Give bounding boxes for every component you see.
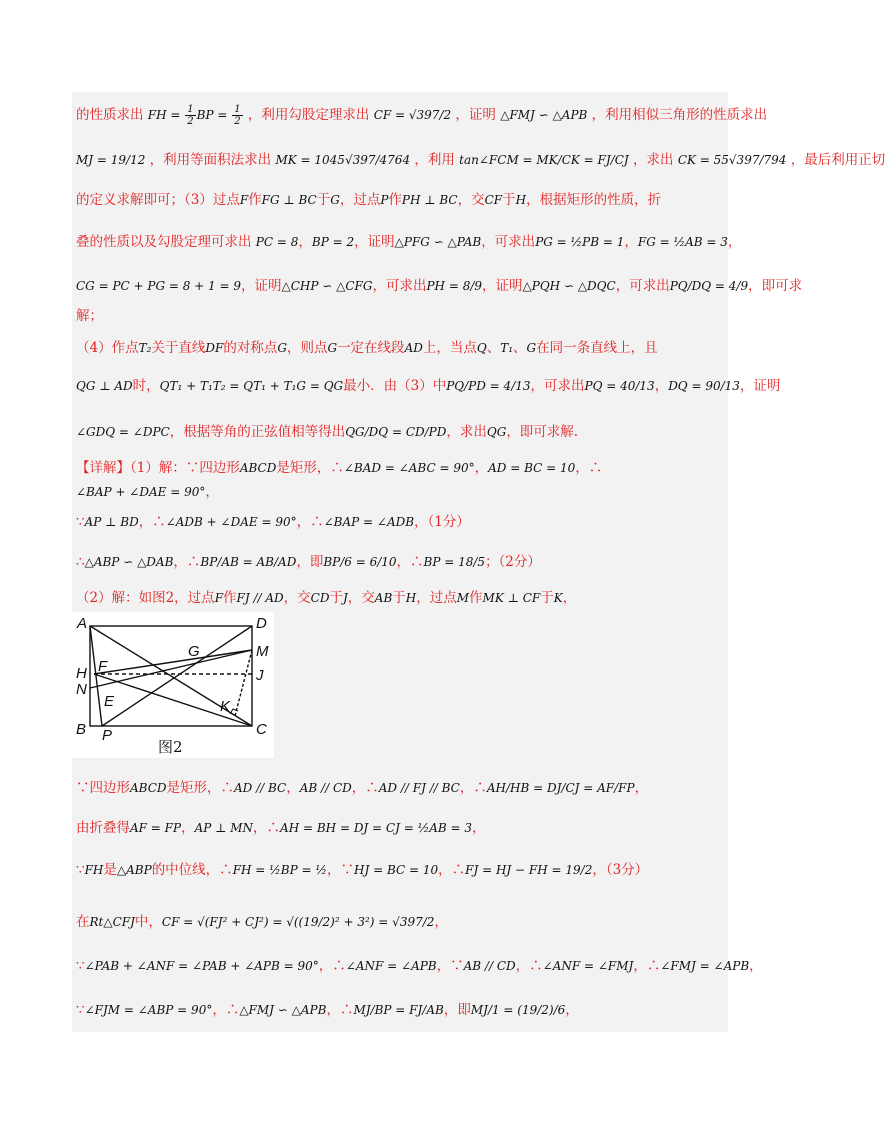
solution-line-3: 的定义求解即可；（3）过点F作FG ⊥ BC于G，过点P作PH ⊥ BC，交CF于H，根据矩形的性质，折 (76, 192, 662, 208)
segment-fm (94, 650, 252, 674)
text: ，利用相似三角形的性质求出 (591, 107, 768, 123)
label-k: K (220, 698, 231, 715)
text: ，利用勾股定理求出 (247, 107, 370, 123)
label-c: C (256, 721, 267, 738)
label-b: B (76, 721, 87, 738)
solution-line-2 (76, 150, 885, 170)
text: ，利用等面积法求出 (149, 152, 272, 168)
solution-line-17: ∵FH是△ABP的中位线，∴FH = ½BP = ½，∵HJ = BC = 10，∴FJ = HJ − FH = 19/2，（3分） (76, 862, 649, 878)
solution-line-18: 在Rt△CFJ中，CF = √(FJ² + CJ²) = √((19/2)² + 3²) = √397/2， (76, 914, 448, 930)
math: CF = √397/2 (373, 108, 452, 122)
solution-line-15: ∵四边形ABCD是矩形，∴AD // BC，AB // CD，∴AD // FJ // BC，∴AH/HB = DJ/CJ = AF/FP， (76, 780, 649, 796)
label-d: D (256, 615, 267, 632)
solution-line-16: 由折叠得AF = FP，AP ⊥ MN，∴AH = BH = DJ = CJ = ½AB = 3， (76, 820, 486, 836)
label-m: M (256, 643, 269, 660)
math: △FMJ ∽ △APB (500, 108, 588, 122)
figure-caption: 图2 (158, 738, 183, 756)
solution-line-6: 解； (76, 308, 103, 324)
solution-line-7: （4）作点T₂关于直线DF的对称点G，则点G一定在线段AD上，当点Q、T₁、G在同一条直线上，且 (76, 340, 658, 356)
segment-nm (90, 650, 252, 688)
label-a: A (77, 615, 88, 632)
solution-line-8: QG ⊥ AD时，QT₁ + T₁T₂ = QT₁ + T₁G = QG最小．由（3）中PQ/PD = 4/13，可求出PQ = 40/13，DQ = 90/13，证明 (76, 378, 781, 394)
text: ，最后利用正切 (790, 152, 885, 168)
solution-line-19: ∵∠PAB + ∠ANF = ∠PAB + ∠APB = 90°，∴∠ANF = ∠APB，∵AB // CD，∴∠ANF = ∠FMJ，∴∠FMJ = ∠APB， (76, 958, 763, 974)
math: tan∠FCM = MK/CK = FJ/CJ (459, 153, 629, 167)
label-p: P (102, 727, 113, 744)
text: 的性质求出 (76, 107, 144, 123)
label-n: N (76, 681, 87, 698)
text: ，利用 (414, 152, 455, 168)
solution-line-10: 【详解】（1）解：∵四边形ABCD是矩形，∴∠BAD = ∠ABC = 90°，AD = BC = 10，∴ (76, 460, 603, 476)
solution-line-9: ∠GDQ = ∠DPC，根据等角的正弦值相等得出QG/DQ = CD/PD，求出QG，即可求解. (76, 424, 579, 440)
label-f: F (98, 658, 108, 675)
solution-line-11: ∠BAP + ∠DAE = 90°， (76, 484, 219, 500)
label-h: H (76, 665, 87, 682)
solution-line-1 (76, 104, 767, 127)
label-g: G (188, 643, 200, 660)
solution-line-20: ∵∠FJM = ∠ABP = 90°，∴△FMJ ∽ △APB，∴MJ/BP = FJ/AB，即MJ/1 = (19/2)/6， (76, 1002, 579, 1018)
math: CK = 55√397/794 (677, 153, 787, 167)
label-j: J (256, 667, 264, 684)
math: MK = 1045√397/4764 (275, 153, 411, 167)
solution-line-13: ∴△ABP ∽ △DAB，∴BP/AB = AB/AD，即BP/6 = 6/10，∴BP = 18/5；（2分） (76, 554, 541, 570)
segment-mk (235, 650, 252, 716)
math: MJ = 19/12 (76, 153, 146, 167)
solution-line-12: ∵AP ⊥ BD，∴∠ADB + ∠DAE = 90°，∴∠BAP = ∠ADB，（1分） (76, 514, 470, 530)
solution-line-14: （2）解：如图2，过点F作FJ // AD，交CD于J，交AB于H，过点M作MK ⊥ CF于K， (76, 590, 577, 606)
solution-line-4: 叠的性质以及勾股定理可求出 PC = 8，BP = 2，证明△PFG ∽ △PAB，可求出PG = ½PB = 1，FG = ½AB = 3， (76, 234, 742, 250)
math: FH = (147, 108, 185, 122)
fraction: $\frac{1}{2}$ (187, 104, 194, 127)
text: ，求出 (633, 152, 674, 168)
fraction: $\frac{1}{2}$ (234, 104, 241, 127)
math: BP = (196, 108, 232, 122)
label-e: E (104, 693, 115, 710)
text: ，证明 (455, 107, 496, 123)
solution-line-5: CG = PC + PG = 8 + 1 = 9，证明△CHP ∽ △CFG，可求出PH = 8/9，证明△PQH ∽ △DQC，可求出PQ/DQ = 4/9，即可求 (76, 278, 803, 294)
